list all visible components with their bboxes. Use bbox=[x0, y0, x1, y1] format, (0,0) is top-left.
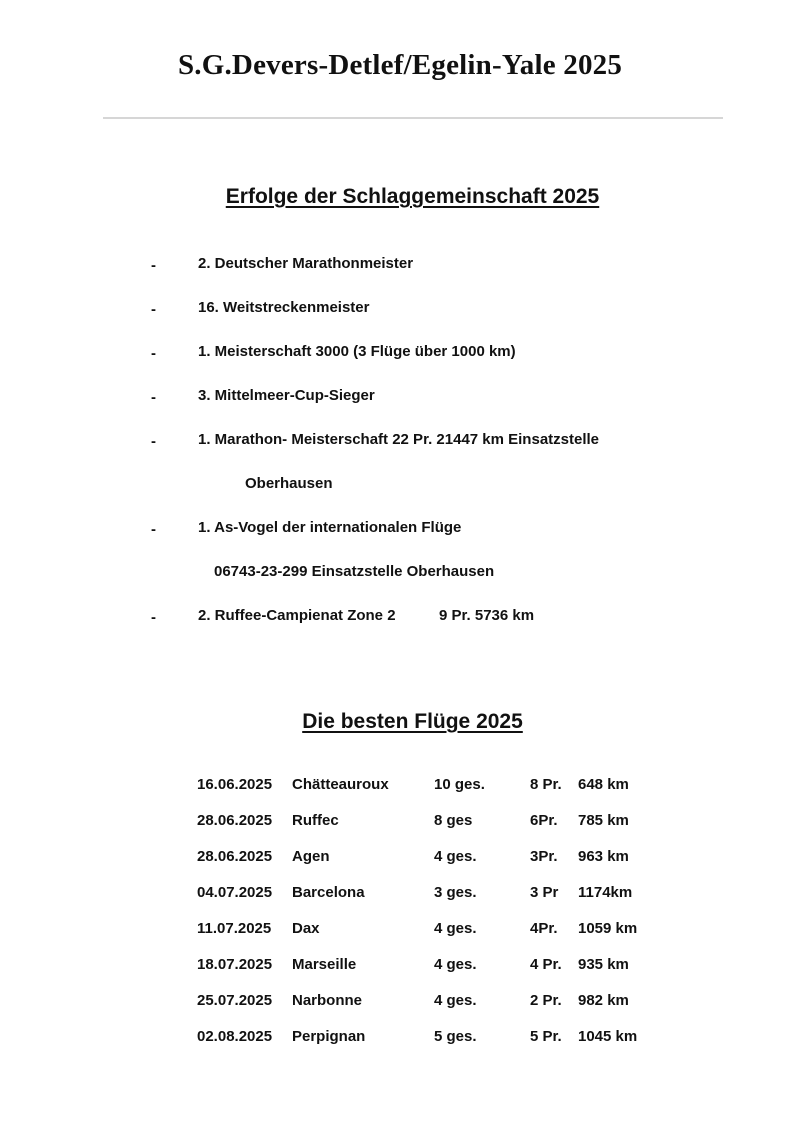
flight-prizes: 5 Pr. bbox=[530, 1028, 562, 1045]
table-row bbox=[0, 955, 800, 975]
list-bullet: - bbox=[151, 433, 156, 450]
table-row bbox=[0, 991, 800, 1011]
table-row bbox=[0, 883, 800, 903]
flight-distance: 785 km bbox=[578, 812, 629, 829]
flight-distance: 1174km bbox=[578, 884, 633, 901]
achievement-item: 1. Meisterschaft 3000 (3 Flüge über 1000 km) bbox=[198, 343, 516, 360]
flight-prizes: 3 Pr bbox=[530, 884, 559, 901]
achievement-item: 1. As-Vogel der internationalen Flüge bbox=[198, 519, 462, 536]
flight-place: Agen bbox=[292, 848, 330, 865]
achievement-item: 2. Ruffee-Campienat Zone 2 bbox=[198, 607, 396, 624]
flight-place: Dax bbox=[292, 920, 320, 937]
table-row bbox=[0, 847, 800, 867]
flight-distance: 1059 km bbox=[578, 920, 638, 937]
title-divider bbox=[103, 117, 723, 119]
flight-date: 04.07.2025 bbox=[197, 884, 273, 901]
list-bullet: - bbox=[151, 301, 156, 318]
flight-prizes: 3Pr. bbox=[530, 848, 558, 865]
flights-heading: Die besten Flüge 2025 bbox=[302, 710, 523, 733]
flight-date: 18.07.2025 bbox=[197, 956, 273, 973]
flight-place: Narbonne bbox=[292, 992, 363, 1009]
list-bullet: - bbox=[151, 345, 156, 362]
flight-place: Chätteauroux bbox=[292, 776, 389, 793]
flight-prizes: 8 Pr. bbox=[530, 776, 562, 793]
achievement-item: 2. Deutscher Marathonmeister bbox=[198, 255, 414, 272]
page-title: S.G.Devers-Detlef/Egelin-Yale 2025 bbox=[177, 49, 623, 81]
flight-birds: 8 ges bbox=[434, 812, 473, 829]
flight-date: 11.07.2025 bbox=[197, 920, 272, 937]
achievement-item-continuation: Oberhausen bbox=[245, 475, 333, 492]
flight-place: Perpignan bbox=[292, 1028, 366, 1045]
flight-birds: 4 ges. bbox=[434, 848, 477, 865]
flight-birds: 4 ges. bbox=[434, 992, 477, 1009]
flight-birds: 4 ges. bbox=[434, 920, 477, 937]
flight-date: 02.08.2025 bbox=[197, 1028, 273, 1045]
flight-place: Marseille bbox=[292, 956, 357, 973]
flight-place: Ruffec bbox=[292, 812, 339, 829]
flight-birds: 5 ges. bbox=[434, 1028, 477, 1045]
list-bullet: - bbox=[151, 389, 156, 406]
flight-date: 28.06.2025 bbox=[197, 812, 273, 829]
achievements-heading: Erfolge der Schlaggemeinschaft 2025 bbox=[225, 185, 600, 208]
flight-prizes: 4Pr. bbox=[530, 920, 558, 937]
flight-birds: 4 ges. bbox=[434, 956, 477, 973]
table-row bbox=[0, 1027, 800, 1047]
flight-distance: 982 km bbox=[578, 992, 629, 1009]
flight-date: 16.06.2025 bbox=[197, 776, 273, 793]
flight-distance: 935 km bbox=[578, 956, 629, 973]
flight-prizes: 2 Pr. bbox=[530, 992, 562, 1009]
flight-distance: 963 km bbox=[578, 848, 629, 865]
achievement-item: 3. Mittelmeer-Cup-Sieger bbox=[198, 387, 375, 404]
achievement-item-extra: 9 Pr. 5736 km bbox=[439, 607, 535, 624]
flight-prizes: 6Pr. bbox=[530, 812, 558, 829]
table-row bbox=[0, 919, 800, 939]
list-bullet: - bbox=[151, 521, 156, 538]
achievement-item: 16. Weitstreckenmeister bbox=[198, 299, 370, 316]
achievement-item: 1. Marathon- Meisterschaft 22 Pr. 21447 km Einsatzstelle bbox=[198, 431, 600, 448]
list-bullet: - bbox=[151, 609, 156, 626]
list-bullet: - bbox=[151, 257, 156, 274]
achievement-item-continuation: 06743-23-299 Einsatzstelle Oberhausen bbox=[214, 563, 495, 580]
table-row bbox=[0, 775, 800, 795]
flight-distance: 1045 km bbox=[578, 1028, 638, 1045]
flight-birds: 3 ges. bbox=[434, 884, 477, 901]
table-row bbox=[0, 811, 800, 831]
flight-date: 25.07.2025 bbox=[197, 992, 273, 1009]
flight-distance: 648 km bbox=[578, 776, 629, 793]
flight-date: 28.06.2025 bbox=[197, 848, 273, 865]
flight-prizes: 4 Pr. bbox=[530, 956, 562, 973]
flight-birds: 10 ges. bbox=[434, 776, 485, 793]
flight-place: Barcelona bbox=[292, 884, 365, 901]
